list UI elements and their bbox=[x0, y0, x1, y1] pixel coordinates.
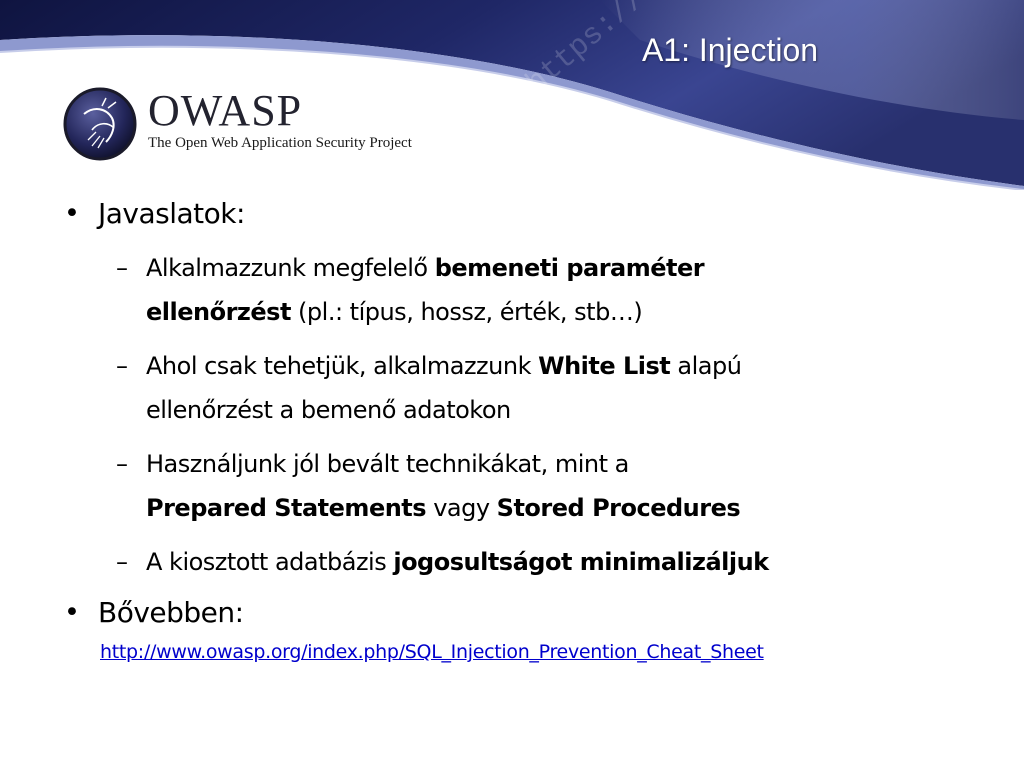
subitem-text: Alkalmazzunk megfelelő bbox=[146, 254, 435, 282]
logo-tagline: The Open Web Application Security Project bbox=[148, 135, 412, 151]
dash-marker: – bbox=[116, 548, 128, 576]
subitem-bold: Stored Procedures bbox=[496, 494, 741, 522]
subitem-bold: ellenőrzést bbox=[146, 298, 291, 326]
subitem-2-line-1 bbox=[146, 351, 741, 381]
subitem-bold: jogosultságot minimalizáljuk bbox=[393, 548, 769, 576]
bullet-bovebben: Bővebben: bbox=[98, 596, 244, 629]
subitem-text: Használjunk jól bevált technikákat, mint a bbox=[146, 450, 629, 478]
dash-marker: – bbox=[116, 450, 128, 478]
dash-marker: – bbox=[116, 254, 128, 282]
subitem-text: A kiosztott adatbázis bbox=[146, 548, 394, 576]
dash-marker: – bbox=[116, 352, 128, 380]
subitem-bold: White List bbox=[538, 352, 671, 380]
subitem-1-line-2 bbox=[146, 297, 642, 327]
subitem-4-line-1 bbox=[146, 547, 769, 577]
subitem-text: (pl.: típus, hossz, érték, stb…) bbox=[290, 298, 643, 326]
logo-wordmark: OWASP bbox=[148, 86, 303, 135]
subitem-bold: bemeneti paraméter bbox=[434, 254, 705, 282]
subitem-1-line-1 bbox=[146, 253, 704, 283]
bullet-marker: • bbox=[64, 597, 80, 628]
slide-title: A1: Injection bbox=[641, 32, 819, 68]
subitem-3-line-2 bbox=[146, 493, 740, 523]
subitem-text: vagy bbox=[426, 494, 497, 522]
bullet-marker: • bbox=[64, 198, 80, 229]
subitem-bold: Prepared Statements bbox=[146, 494, 427, 522]
cheat-sheet-link[interactable]: http://www.owasp.org/index.php/SQL_Injection_Prevention_Cheat_Sheet bbox=[100, 641, 764, 663]
subitem-text: ellenőrzést a bemenő adatokon bbox=[146, 396, 511, 424]
subitem-text: Ahol csak tehetjük, alkalmazzunk bbox=[146, 352, 539, 380]
subitem-text: alapú bbox=[670, 352, 742, 380]
subitem-2-line-2 bbox=[146, 395, 511, 425]
bullet-javaslatok: Javaslatok: bbox=[98, 197, 245, 230]
subitem-3-line-1 bbox=[146, 449, 629, 479]
